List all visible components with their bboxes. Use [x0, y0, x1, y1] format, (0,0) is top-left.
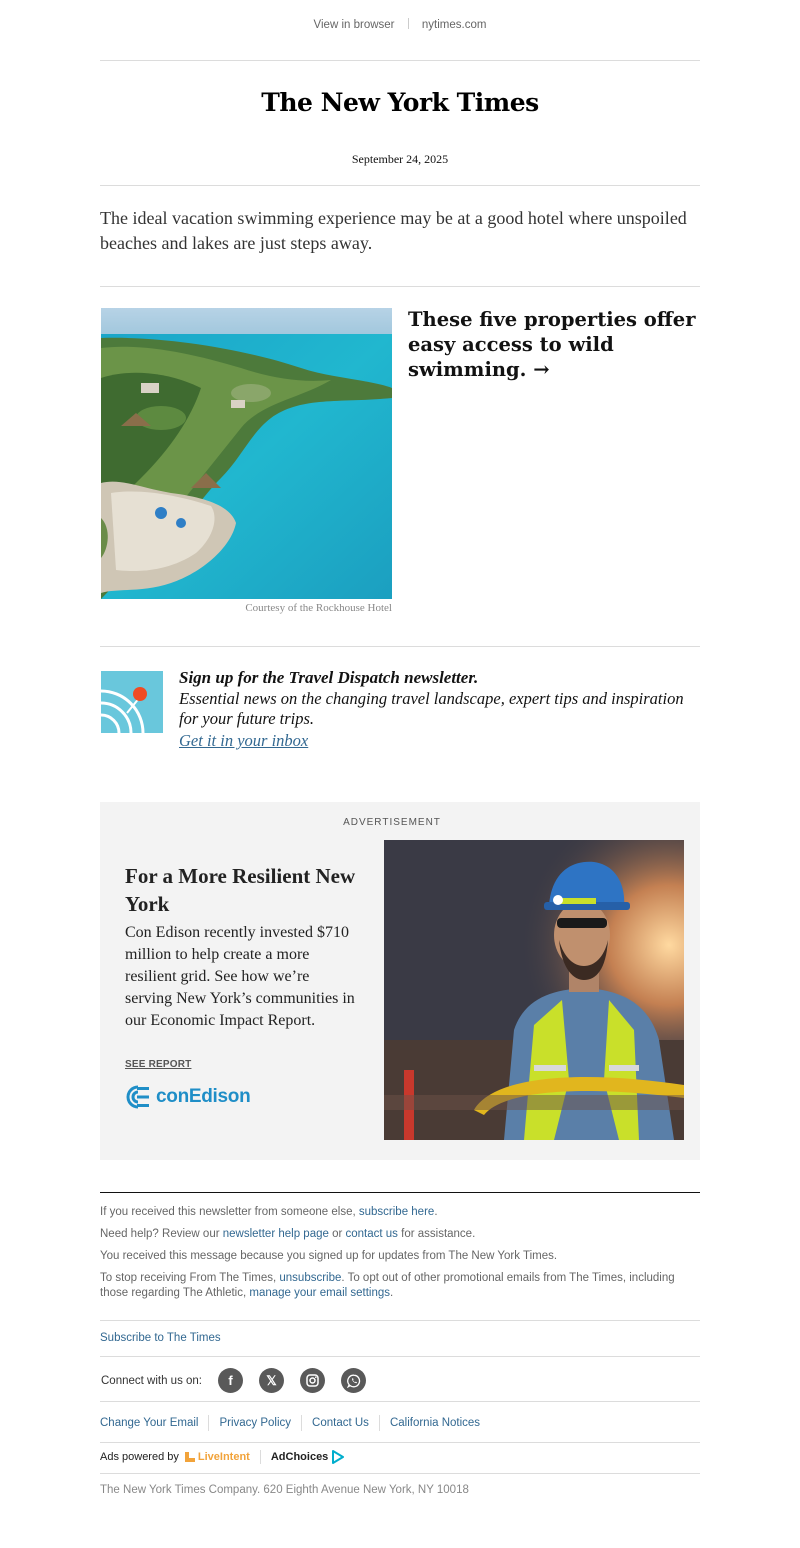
- issue-date: September 24, 2025: [351, 152, 449, 166]
- connect-label: Connect with us on:: [101, 1374, 203, 1387]
- divider: [301, 1415, 302, 1431]
- ads-powered-row: [100, 1449, 345, 1465]
- ad-title[interactable]: For a More Resilient New York: [125, 864, 356, 916]
- liveintent-wordmark: LiveIntent: [197, 1451, 250, 1463]
- liveintent-logo[interactable]: [184, 1451, 250, 1463]
- newsletter-signup-link[interactable]: Get it in your inbox: [179, 731, 309, 750]
- subscribe-row: [100, 1331, 700, 1346]
- liveintent-icon: [184, 1451, 196, 1463]
- divider: [100, 1401, 700, 1402]
- footer-text: If you received this newsletter from someone else,: [100, 1206, 359, 1218]
- divider: [100, 646, 700, 647]
- conedison-wordmark: conEdison: [156, 1086, 251, 1107]
- social-row: [100, 1368, 382, 1393]
- footer-text: or: [328, 1228, 346, 1240]
- x-icon[interactable]: 𝕏: [259, 1368, 284, 1393]
- hotel-coast-image[interactable]: [101, 308, 392, 599]
- ads-powered-label: Ads powered by: [100, 1451, 179, 1463]
- newsletter-help-link[interactable]: newsletter help page: [222, 1228, 329, 1240]
- company-address: The New York Times Company. 620 Eighth Avenue New York, NY 10018: [100, 1484, 469, 1496]
- california-notices-link[interactable]: California Notices: [389, 1417, 481, 1429]
- subscribe-here-link[interactable]: subscribe here: [358, 1206, 435, 1218]
- facebook-icon[interactable]: f: [218, 1368, 243, 1393]
- divider: [260, 1450, 261, 1464]
- ad-body: Con Edison recently invested $710 million to help create a more resilient grid. See how we’re serving New York’s communities in our Economic Impact Report.: [125, 924, 355, 1029]
- advertisement: [100, 802, 700, 1160]
- view-in-browser-link[interactable]: View in browser: [313, 19, 395, 31]
- divider: [100, 286, 700, 287]
- footer-text: .: [390, 1287, 394, 1299]
- footer-unsubscribe-notice: [100, 1271, 700, 1301]
- change-email-link[interactable]: Change Your Email: [100, 1417, 199, 1429]
- newsletter-promo: [179, 667, 689, 752]
- footer-links: [100, 1415, 480, 1431]
- divider: [379, 1415, 380, 1431]
- ad-label: ADVERTISEMENT: [343, 817, 441, 828]
- whatsapp-icon[interactable]: [341, 1368, 366, 1393]
- conedison-mark-icon: [125, 1085, 151, 1109]
- image-caption: Courtesy of the Rockhouse Hotel: [245, 602, 392, 614]
- worker-photo[interactable]: [384, 840, 684, 1140]
- footer-text: .: [434, 1206, 438, 1218]
- divider: [100, 60, 700, 61]
- intro-text: The ideal vacation swimming experience may be at a good hotel where unspoiled beaches and lakes are just steps away.: [100, 208, 687, 253]
- nytimes-link[interactable]: nytimes.com: [421, 19, 487, 31]
- see-report-link[interactable]: SEE REPORT: [125, 1059, 192, 1070]
- manage-email-settings-link[interactable]: manage your email settings: [249, 1287, 391, 1299]
- divider: [100, 1473, 700, 1474]
- footer-forward-notice: [100, 1205, 700, 1220]
- newsletter-description: Essential news on the changing travel landscape, expert tips and inspiration for your future trips.: [179, 689, 684, 728]
- divider: [100, 1442, 700, 1443]
- adchoices-icon: [331, 1450, 345, 1464]
- top-bar: [0, 18, 800, 31]
- footer-text: . To opt out of other promotional emails from The Times, including those regarding The Athletic,: [100, 1272, 675, 1299]
- subscribe-to-times-link[interactable]: Subscribe to The Times: [100, 1332, 221, 1344]
- feature-headline-link[interactable]: These five properties offer easy access to wild swimming. →: [408, 308, 696, 381]
- footer-text: for assistance.: [397, 1228, 476, 1240]
- contact-us-link[interactable]: contact us: [345, 1228, 398, 1240]
- footer-signup-reason: You received this message because you signed up for updates from The New York Times.: [100, 1250, 558, 1262]
- divider: [408, 18, 409, 29]
- conedison-logo[interactable]: [125, 1085, 250, 1109]
- footer-help-notice: [100, 1227, 700, 1242]
- adchoices-wordmark: AdChoices: [270, 1451, 329, 1463]
- adchoices-logo[interactable]: [271, 1450, 345, 1464]
- footer-text: To stop receiving From The Times,: [100, 1272, 280, 1284]
- map-pin-icon[interactable]: [101, 671, 163, 733]
- instagram-icon[interactable]: [300, 1368, 325, 1393]
- divider: [100, 1356, 700, 1357]
- divider: [100, 185, 700, 186]
- privacy-policy-link[interactable]: Privacy Policy: [219, 1417, 292, 1429]
- newsletter-title: Sign up for the Travel Dispatch newsletter.: [179, 668, 479, 687]
- divider: [208, 1415, 209, 1431]
- footer-divider: [100, 1192, 700, 1193]
- footer-text: Need help? Review our: [100, 1228, 223, 1240]
- contact-us-footer-link[interactable]: Contact Us: [312, 1417, 369, 1429]
- nyt-logo[interactable]: The New York Times: [261, 88, 539, 117]
- unsubscribe-link[interactable]: unsubscribe: [279, 1272, 342, 1284]
- divider: [100, 1320, 700, 1321]
